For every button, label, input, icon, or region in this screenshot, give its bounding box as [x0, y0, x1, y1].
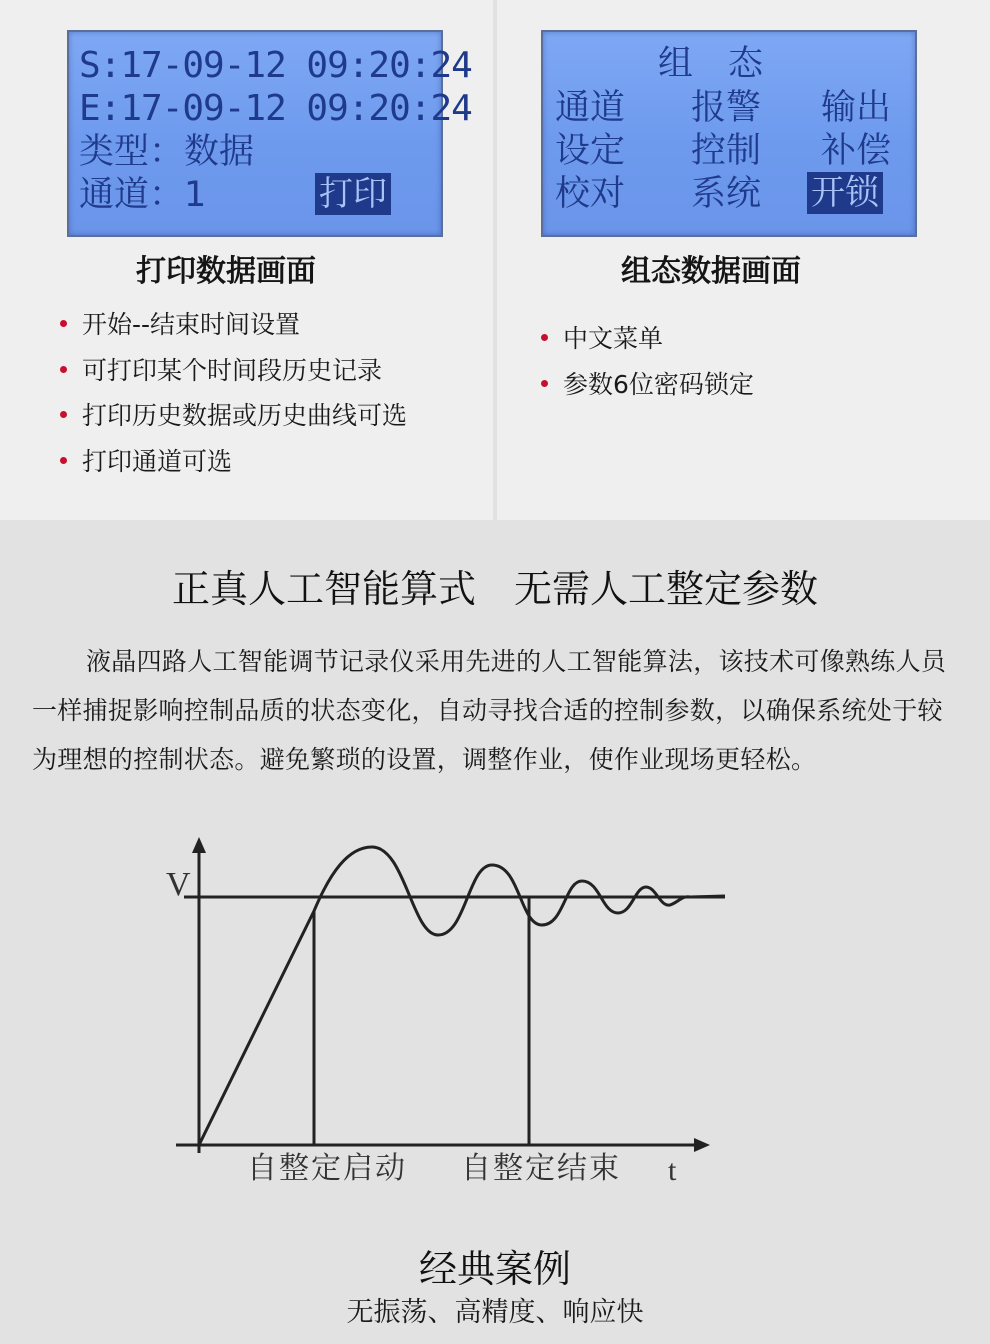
print-lcd-display — [67, 30, 472, 237]
bullet-dot-icon — [60, 366, 67, 373]
menu-item-alarm[interactable]: 报警 — [691, 88, 762, 128]
ai-description: 液晶四路人工智能调节记录仪采用先进的人工智能算法，该技术可像熟练人员一样捕捉影响控制品质的状态变化，自动寻找合适的控制参数，以确保系统处于较为理想的控制状态。避免繁琐的设置，调整作业，使作业现场更轻松。 — [32, 647, 947, 774]
y-axis-label: V — [166, 866, 191, 903]
case-title: 经典案例 — [418, 1247, 571, 1291]
list-item: 可打印某个时间段历史记录 — [60, 348, 407, 394]
lcd-print-button[interactable]: 打印 — [315, 173, 391, 215]
lcd-config-title: 组 态 — [658, 44, 764, 84]
print-screen-panel — [0, 0, 493, 520]
menu-item-control[interactable]: 控制 — [691, 131, 762, 171]
lcd-end-time: E:17-09-12 09:20:24 — [79, 88, 472, 129]
config-lcd-display — [541, 30, 917, 237]
lcd-start-time: S:17-09-12 09:20:24 — [79, 45, 472, 86]
menu-item-channel[interactable]: 通道 — [555, 88, 626, 128]
bullet-dot-icon — [541, 334, 548, 341]
ai-section-title: 正真人工智能算式 无需人工整定参数 — [171, 567, 818, 611]
config-screen-panel — [497, 0, 990, 520]
list-item: 打印通道可选 — [60, 439, 407, 485]
print-section-heading: 打印数据画面 — [136, 254, 316, 289]
config-bullet-list — [541, 316, 754, 407]
menu-item-unlock[interactable]: 开锁 — [807, 172, 883, 214]
x-axis-label: t — [668, 1154, 677, 1187]
y-axis-arrow-icon — [192, 837, 206, 853]
list-item: 开始--结束时间设置 — [60, 302, 407, 348]
bullet-dot-icon — [60, 320, 67, 327]
menu-item-calibration[interactable]: 校对 — [555, 174, 626, 214]
bullet-dot-icon — [60, 411, 67, 418]
tuning-start-label: 自整定启动 — [247, 1151, 407, 1186]
list-item: 打印历史数据或历史曲线可选 — [60, 393, 407, 439]
lcd-channel: 通道：1 — [79, 175, 207, 215]
config-section-heading: 组态数据画面 — [621, 254, 801, 289]
lcd-type: 类型：数据 — [79, 132, 255, 172]
bullet-dot-icon — [541, 380, 548, 387]
menu-item-setting[interactable]: 设定 — [555, 131, 626, 171]
menu-item-compensation[interactable]: 补偿 — [821, 131, 892, 171]
list-item: 参数6位密码锁定 — [541, 362, 754, 408]
list-item: 中文菜单 — [541, 316, 754, 362]
self-tuning-diagram — [150, 835, 740, 1195]
x-axis-arrow-icon — [694, 1138, 710, 1152]
response-curve — [199, 847, 725, 1145]
menu-item-system[interactable]: 系统 — [691, 174, 762, 214]
tuning-end-label: 自整定结束 — [461, 1151, 621, 1186]
bullet-dot-icon — [60, 457, 67, 464]
case-subtitle: 无振荡、高精度、响应快 — [346, 1297, 644, 1328]
menu-item-output[interactable]: 输出 — [821, 88, 892, 128]
print-bullet-list — [60, 302, 407, 484]
